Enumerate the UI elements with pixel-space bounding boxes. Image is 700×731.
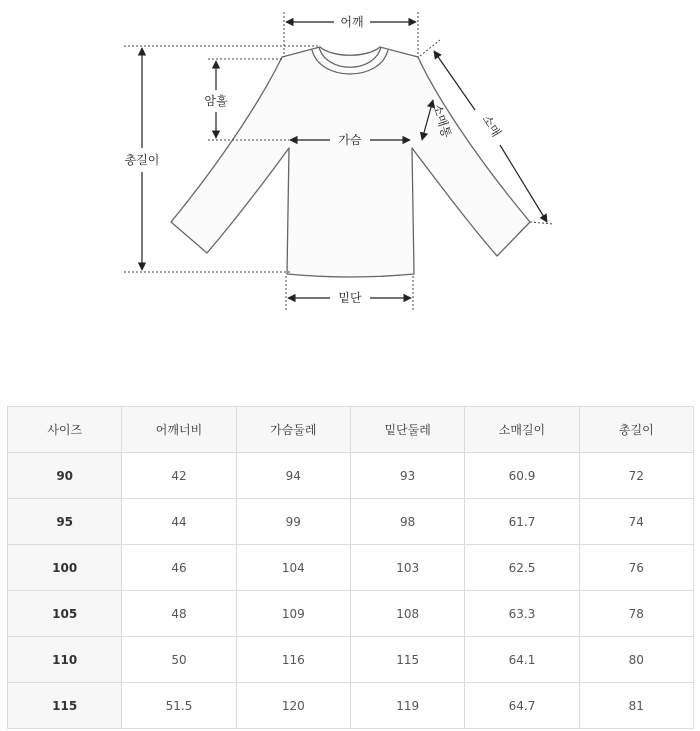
shirt-outline <box>171 47 530 277</box>
measurement-cell: 64.1 <box>465 637 579 683</box>
measurement-cell: 120 <box>236 683 350 729</box>
measurement-cell: 81 <box>579 683 693 729</box>
measurement-cell: 115 <box>350 637 464 683</box>
measurement-cell: 50 <box>122 637 236 683</box>
label-armhole: 암홀 <box>204 94 228 108</box>
table-row <box>8 591 694 637</box>
column-header: 소매길이 <box>465 407 579 453</box>
measurement-cell: 61.7 <box>465 499 579 545</box>
column-header: 총길이 <box>579 407 693 453</box>
label-shoulder: 어깨 <box>340 15 364 29</box>
label-hem: 밑단 <box>338 291 362 305</box>
size-table <box>7 406 694 729</box>
measurement-cell: 94 <box>236 453 350 499</box>
size-cell: 115 <box>8 683 122 729</box>
measurement-cell: 104 <box>236 545 350 591</box>
measurement-cell: 46 <box>122 545 236 591</box>
table-row <box>8 545 694 591</box>
measurement-cell: 74 <box>579 499 693 545</box>
size-cell: 100 <box>8 545 122 591</box>
measurement-cell: 64.7 <box>465 683 579 729</box>
measurement-cell: 76 <box>579 545 693 591</box>
table-row <box>8 683 694 729</box>
measurement-diagram <box>0 0 700 340</box>
column-header: 밑단둘레 <box>350 407 464 453</box>
measurement-cell: 108 <box>350 591 464 637</box>
measurement-cell: 63.3 <box>465 591 579 637</box>
measurement-cell: 80 <box>579 637 693 683</box>
table-row <box>8 637 694 683</box>
measurement-cell: 119 <box>350 683 464 729</box>
measurement-cell: 62.5 <box>465 545 579 591</box>
measurement-cell: 109 <box>236 591 350 637</box>
measurement-cell: 78 <box>579 591 693 637</box>
measurement-cell: 48 <box>122 591 236 637</box>
label-chest: 가슴 <box>338 133 362 147</box>
size-cell: 110 <box>8 637 122 683</box>
column-header: 어깨너비 <box>122 407 236 453</box>
table-row <box>8 453 694 499</box>
measurement-cell: 44 <box>122 499 236 545</box>
table-header-row <box>8 407 694 453</box>
table-row <box>8 499 694 545</box>
measurement-cell: 51.5 <box>122 683 236 729</box>
table-body <box>8 453 694 729</box>
label-sleeve-width: 소매통 <box>429 102 454 140</box>
measurement-cell: 103 <box>350 545 464 591</box>
column-header: 사이즈 <box>8 407 122 453</box>
measurement-cell: 60.9 <box>465 453 579 499</box>
size-cell: 105 <box>8 591 122 637</box>
size-cell: 90 <box>8 453 122 499</box>
measurement-cell: 99 <box>236 499 350 545</box>
label-total-length: 총길이 <box>124 153 160 167</box>
column-header: 가슴둘레 <box>236 407 350 453</box>
measurement-cell: 116 <box>236 637 350 683</box>
measurement-cell: 42 <box>122 453 236 499</box>
size-cell: 95 <box>8 499 122 545</box>
measurement-cell: 72 <box>579 453 693 499</box>
measurement-cell: 93 <box>350 453 464 499</box>
measurement-cell: 98 <box>350 499 464 545</box>
label-sleeve: 소매 <box>479 112 504 140</box>
